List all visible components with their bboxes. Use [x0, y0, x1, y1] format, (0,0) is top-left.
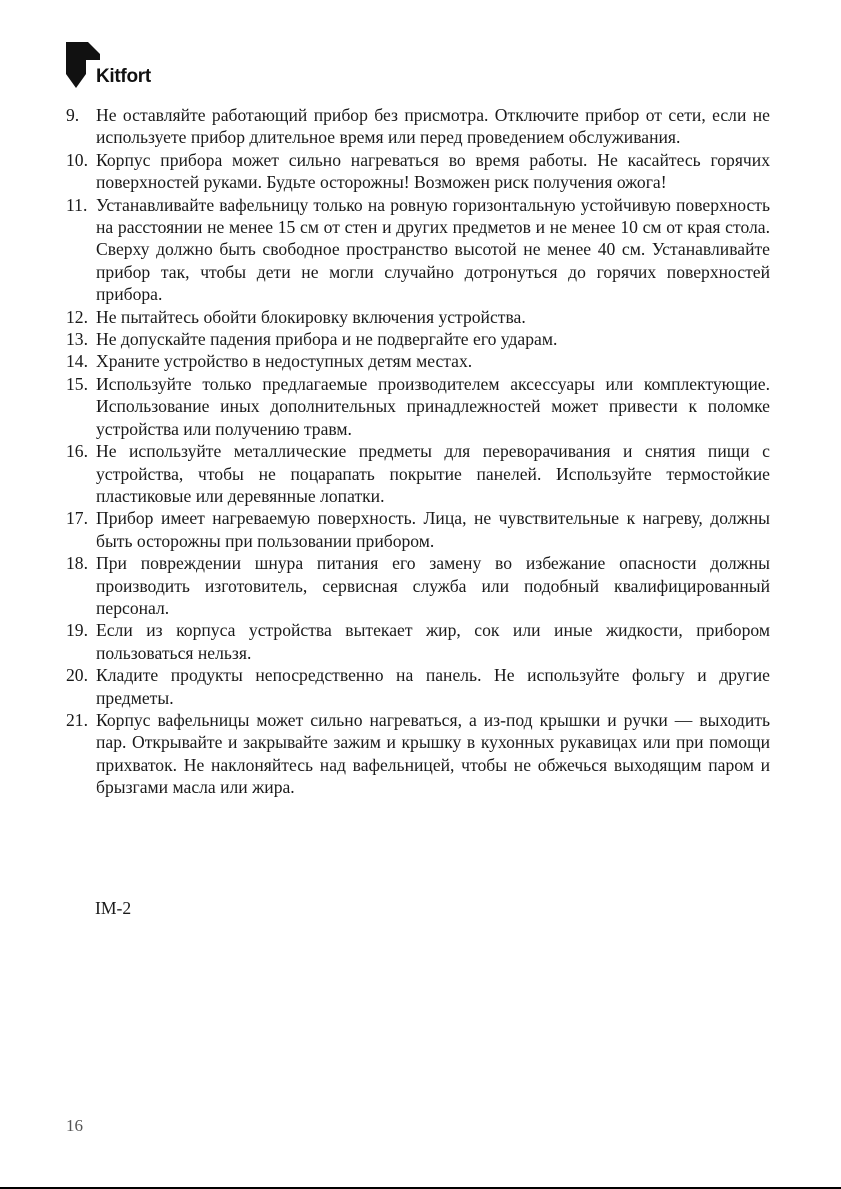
brand-logo [66, 42, 176, 90]
item-text: Не оставляйте работающий прибор без присмотра. Отключите прибор от сети, если не используете прибор длительное время или перед проведением обслуживания. [96, 105, 770, 148]
list-item [66, 104, 770, 149]
list-item [66, 552, 770, 619]
item-number: 13. [66, 329, 88, 350]
item-number: 20. [66, 665, 88, 686]
item-number: 12. [66, 306, 88, 327]
item-text: Корпус вафельницы может сильно нагреваться, а из-под крышки и ручки — выходить пар. Открывайте и закрывайте зажим и крышку в кухонных рукавицах или при помощи прихваток. Не наклоняйтесь над вафельницей, чтобы не обжечься выходящим паром и брызгами масла или жира. [96, 709, 770, 798]
safety-instructions-list [66, 104, 770, 799]
list-item [66, 328, 770, 350]
item-text: Кладите продукты непосредственно на панель. Не используйте фольгу и другие предметы. [96, 665, 770, 708]
item-text: Не пытайтесь обойти блокировку включения устройства. [96, 306, 526, 327]
list-item [66, 664, 770, 709]
list-item [66, 619, 770, 664]
item-number: 10. [66, 149, 88, 170]
model-code: IM-2 [95, 898, 132, 918]
list-item [66, 709, 770, 799]
item-number: 19. [66, 620, 88, 641]
item-number: 17. [66, 508, 88, 529]
list-item [66, 373, 770, 440]
item-text: Если из корпуса устройства вытекает жир, сок или иные жидкости, прибором пользоваться нельзя. [96, 620, 770, 663]
item-number: 15. [66, 373, 88, 394]
list-item [66, 350, 770, 372]
kitfort-logo-icon [66, 42, 100, 88]
item-text: Не используйте металлические предметы для переворачивания и снятия пищи с устройства, чтобы не поцарапать покрытие панелей. Используйте термостойкие пластиковые или деревянные лопатки. [96, 441, 770, 506]
item-number: 11. [66, 194, 88, 215]
item-text: Используйте только предлагаемые производителем аксессуары или комплектующие. Использование иных дополнительных принадлежностей может привести к поломке устройства или получению травм. [96, 373, 770, 439]
list-item [66, 149, 770, 194]
item-text: Прибор имеет нагреваемую поверхность. Лица, не чувствительные к нагреву, должны быть осторожны при пользовании прибором. [96, 508, 770, 551]
item-text: Устанавливайте вафельницу только на ровную горизонтальную устойчивую поверхность на расстоянии не менее 15 см от стен и других предметов и не менее 10 см от края стола. Сверху должно быть свободное пространство высотой не менее 40 см. Устанавливайте прибор так, чтобы дети не могли случайно дотронуться до горячих поверхностей прибора. [96, 194, 770, 305]
list-item [66, 306, 770, 328]
item-text: Корпус прибора может сильно нагреваться во время работы. Не касайтесь горячих поверхностей руками. Будьте осторожны! Возможен риск получения ожога! [96, 149, 770, 193]
item-number: 16. [66, 441, 88, 462]
item-text: При повреждении шнура питания его замену во избежание опасности должны производить изготовитель, сервисная служба или подобный квалифицированный персонал. [96, 553, 770, 618]
item-number: 9. [66, 105, 80, 125]
list-item [66, 194, 770, 306]
list-item [66, 507, 770, 552]
item-text: Храните устройство в недоступных детям местах. [96, 351, 473, 372]
brand-name: Kitfort [96, 66, 151, 87]
item-number: 18. [66, 553, 88, 574]
list-item [66, 440, 770, 507]
page-number: 16 [66, 1116, 83, 1135]
item-number: 21. [66, 709, 88, 730]
item-text: Не допускайте падения прибора и не подвергайте его ударам. [96, 329, 558, 350]
item-number: 14. [66, 351, 88, 372]
